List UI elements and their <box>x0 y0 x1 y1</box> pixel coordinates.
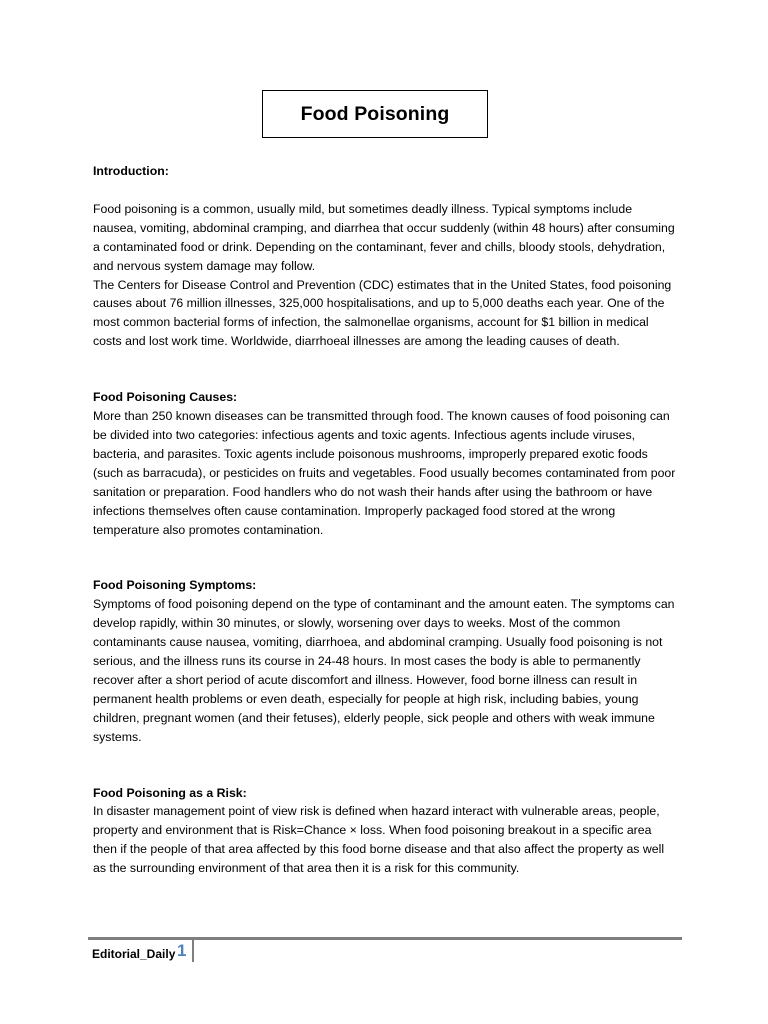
symptoms-paragraph: Symptoms of food poisoning depend on the type of contaminant and the amount eaten. The symptoms can develop rapidly, within 30 minutes, or slowly, worsening over days to weeks. Most of the common contaminants cause nausea, vomiting, diarrhoea, and abdominal cramping. Usually food poisoning is not serious, and the illness runs its course in 24-48 hours. In most cases the body is able to permanently recover after a short period of acute discomfort and illness. However, food borne illness can result in permanent health problems or even death, especially for people at high risk, including babies, young children, pregnant women (and their fetuses), elderly people, sick people and others with weak immune systems. <box>93 597 675 744</box>
section-heading-causes: Food Poisoning Causes: <box>93 390 238 405</box>
spacer <box>93 747 678 784</box>
document-body <box>93 162 678 878</box>
risk-paragraph: In disaster management point of view risk is defined when hazard interact with vulnerable areas, people, property and environment that is Risk=Chance × loss. When food poisoning breakout in a specific area then if the people of that area affected by this food borne disease and that also affect the property as well as the surrounding environment of that area then it is a risk for this community. <box>93 804 665 876</box>
spacer <box>93 351 678 388</box>
footer-page-separator <box>192 940 194 962</box>
footer-label: Editorial_Daily <box>92 947 176 961</box>
introduction-paragraph: Food poisoning is a common, usually mild, but sometimes deadly illness. Typical symptoms include nausea, vomiting, abdominal cramping, and diarrhea that occur suddenly (within 48 hours) after consuming a contaminated food or drink. Depending on the contaminant, fever and chills, bloody stools, dehydration, and nervous system damage may follow. <box>93 201 675 273</box>
section-heading-introduction: Introduction: <box>93 164 169 178</box>
document-title: Food Poisoning <box>300 102 450 125</box>
section-heading-risk: Food Poisoning as a Risk: <box>93 785 247 800</box>
section-heading-symptoms: Food Poisoning Symptoms: <box>93 578 257 593</box>
causes-paragraph: More than 250 known diseases can be transmitted through food. The known causes of food poisoning can be divided into two categories: infectious agents and toxic agents. Infectious agents include viruses, bacteria, and parasites. Toxic agents include poisonous mushrooms, improperly prepared exotic foods (such as barracuda), or pesticides on fruits and vegetables. Food usually becomes contaminated from poor sanitation or preparation. Food handlers who do not wash their hands after using the bathroom or have infections themselves often cause contamination. Improperly packaged food stored at the wrong temperature also promotes contamination. <box>93 409 676 537</box>
spacer <box>93 181 678 200</box>
title-box <box>262 90 488 138</box>
spacer <box>93 539 678 576</box>
introduction-paragraph-cdc: The Centers for Disease Control and Prevention (CDC) estimates that in the United States, food poisoning causes about 76 million illnesses, 325,000 hospitalisations, and up to 5,000 deaths each year. One of the most common bacterial forms of infection, the salmonellae organisms, account for $1 billion in medical costs and lost work time. Worldwide, diarrhoeal illnesses are among the leading causes of death. <box>93 277 672 349</box>
page-number: 1 <box>177 941 187 960</box>
footer-divider <box>88 937 682 940</box>
